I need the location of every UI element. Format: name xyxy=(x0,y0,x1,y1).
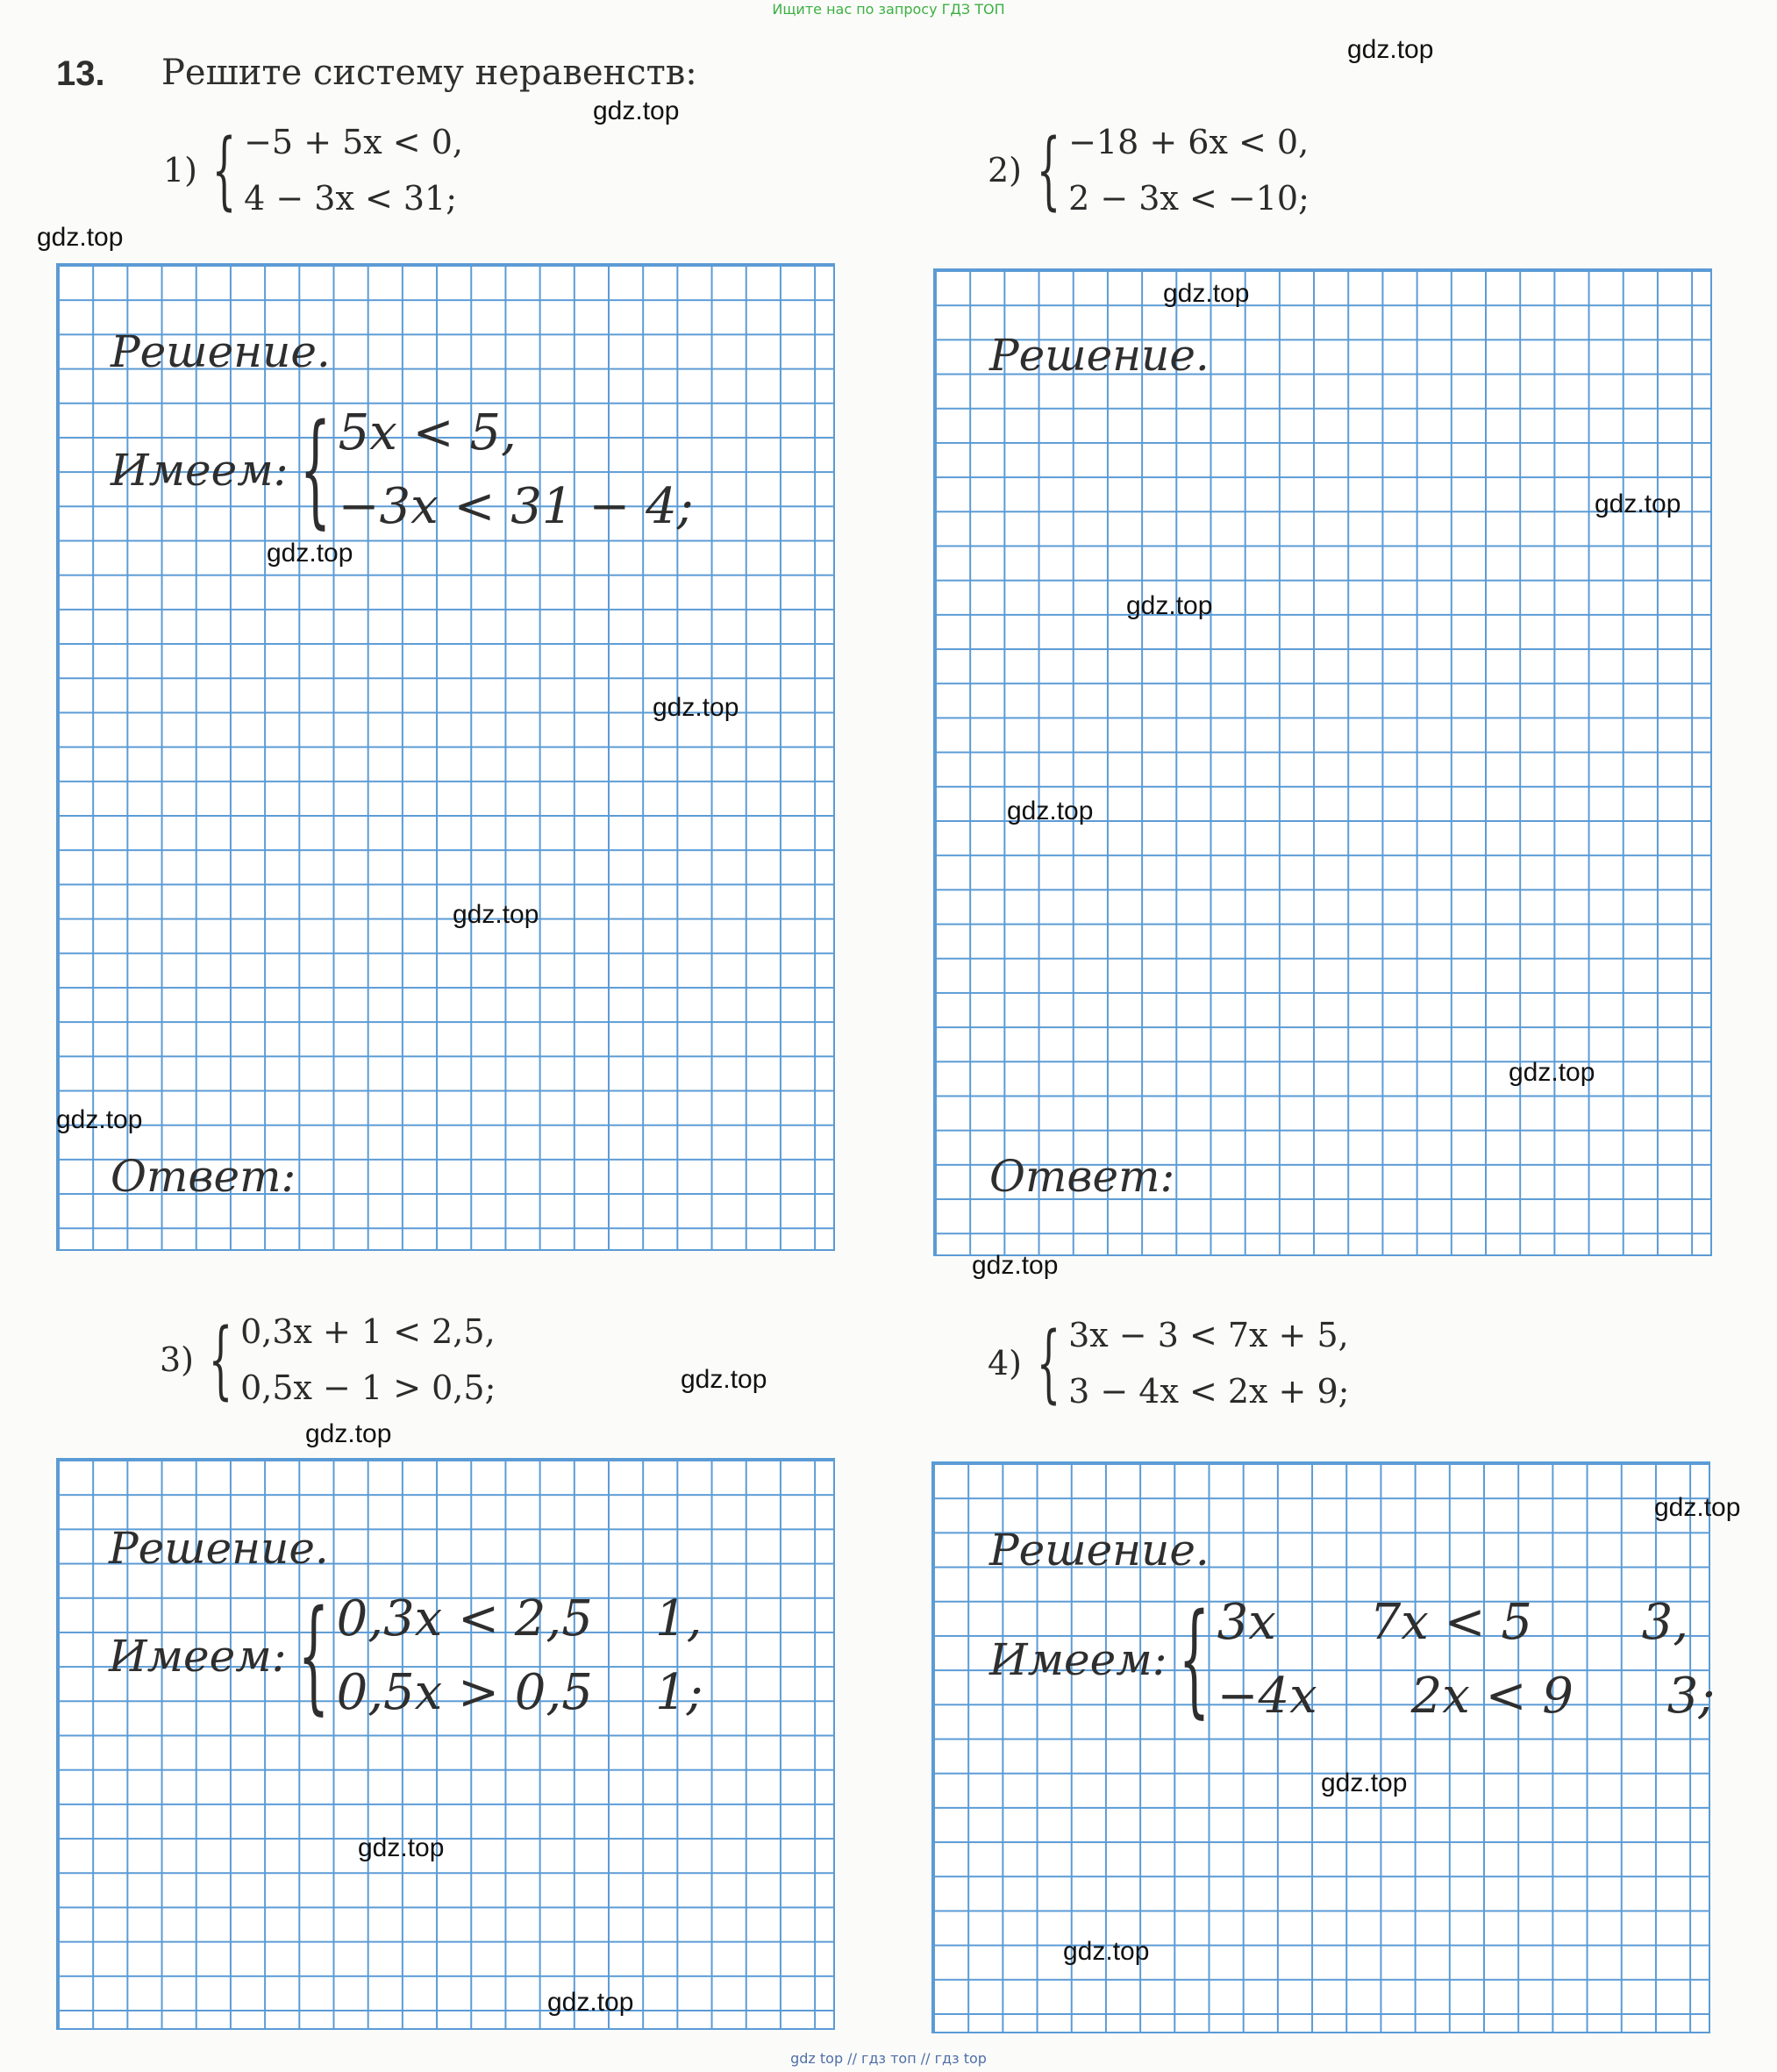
brace-icon: { xyxy=(1036,1314,1061,1412)
watermark-text: gdz.top xyxy=(972,1251,1059,1280)
brace-icon: { xyxy=(208,1311,233,1409)
problem-4-label: 4) xyxy=(988,1344,1023,1383)
have-system-1 xyxy=(111,397,694,544)
brace-icon: { xyxy=(1178,1588,1210,1731)
watermark-text: gdz.top xyxy=(1509,1058,1595,1087)
problem-3-line-2: 0,5x − 1 > 0,5; xyxy=(240,1368,496,1407)
watermark-text: gdz.top xyxy=(1654,1493,1741,1522)
solution-title-1: Решение. xyxy=(111,326,331,377)
brace-icon: { xyxy=(211,121,237,219)
have-1-line-1: 5x < 5, xyxy=(338,404,517,461)
problem-2-line-1: −18 + 6x < 0, xyxy=(1068,123,1310,161)
problem-4-system xyxy=(988,1307,1349,1419)
header-note: Ищите нас по запросу ГДЗ ТОП xyxy=(772,1,1005,18)
watermark-text: gdz.top xyxy=(305,1419,392,1448)
footer-note: gdz top // гдз топ // гдз top xyxy=(790,2050,987,2067)
watermark-text: gdz.top xyxy=(56,1105,143,1134)
brace-icon: { xyxy=(297,1584,329,1727)
watermark-text: gdz.top xyxy=(1595,489,1681,518)
solution-title-4: Решение. xyxy=(989,1525,1210,1575)
watermark-text: gdz.top xyxy=(1126,591,1213,620)
brace-icon: { xyxy=(1036,121,1061,219)
problem-2-line-2: 2 − 3x < −10; xyxy=(1068,179,1310,218)
have-word-4: Имеем: xyxy=(989,1634,1167,1685)
problem-1-line-2: 4 − 3x < 31; xyxy=(244,179,458,218)
answer-label-2: Ответ: xyxy=(989,1151,1175,1202)
have-word-1: Имеем: xyxy=(111,445,289,496)
watermark-text: gdz.top xyxy=(37,223,124,252)
watermark-text: gdz.top xyxy=(547,1988,634,2017)
have-4-line-2: −4x 2x < 9 3; xyxy=(1217,1668,1716,1725)
watermark-text: gdz.top xyxy=(358,1833,445,1862)
watermark-text: gdz.top xyxy=(681,1365,767,1394)
have-system-3 xyxy=(109,1583,703,1730)
have-system-4 xyxy=(989,1586,1715,1733)
have-1-line-2: −3x < 31 − 4; xyxy=(338,478,694,535)
watermark-text: gdz.top xyxy=(1321,1768,1408,1797)
problem-4-line-1: 3x − 3 < 7x + 5, xyxy=(1068,1316,1349,1354)
answer-grid-3 xyxy=(56,1458,835,2030)
problem-1-line-1: −5 + 5x < 0, xyxy=(244,123,463,161)
watermark-text: gdz.top xyxy=(453,900,539,929)
watermark-text: gdz.top xyxy=(593,96,680,125)
have-3-line-2: 0,5x > 0,5 1; xyxy=(336,1664,703,1721)
problem-3-label: 3) xyxy=(160,1340,195,1379)
task-title: Решите систему неравенств: xyxy=(161,53,697,93)
have-word-3: Имеем: xyxy=(109,1631,287,1682)
solution-title-2: Решение. xyxy=(989,330,1210,381)
problem-3-system xyxy=(160,1304,496,1416)
watermark-text: gdz.top xyxy=(1063,1937,1150,1966)
problem-3-line-1: 0,3x + 1 < 2,5, xyxy=(240,1312,496,1351)
solution-title-3: Решение. xyxy=(109,1523,329,1574)
have-4-line-1: 3x 7x < 5 3, xyxy=(1217,1594,1689,1651)
brace-icon: { xyxy=(299,398,331,541)
problem-2-label: 2) xyxy=(988,151,1023,189)
watermark-text: gdz.top xyxy=(653,693,739,722)
problem-4-line-2: 3 − 4x < 2x + 9; xyxy=(1068,1372,1350,1411)
answer-label-1: Ответ: xyxy=(111,1151,296,1202)
answer-grid-4 xyxy=(931,1461,1716,2033)
problem-1-label: 1) xyxy=(163,151,198,189)
task-number: 13. xyxy=(56,54,105,93)
answer-grid-1 xyxy=(56,263,835,1251)
have-3-line-1: 0,3x < 2,5 1, xyxy=(336,1590,703,1647)
answer-grid-2 xyxy=(933,268,1712,1256)
problem-2-system xyxy=(988,114,1310,226)
watermark-text: gdz.top xyxy=(1163,279,1250,308)
watermark-text: gdz.top xyxy=(267,539,353,568)
watermark-text: gdz.top xyxy=(1347,35,1434,64)
watermark-text: gdz.top xyxy=(1007,797,1094,825)
problem-1-system xyxy=(163,114,463,226)
